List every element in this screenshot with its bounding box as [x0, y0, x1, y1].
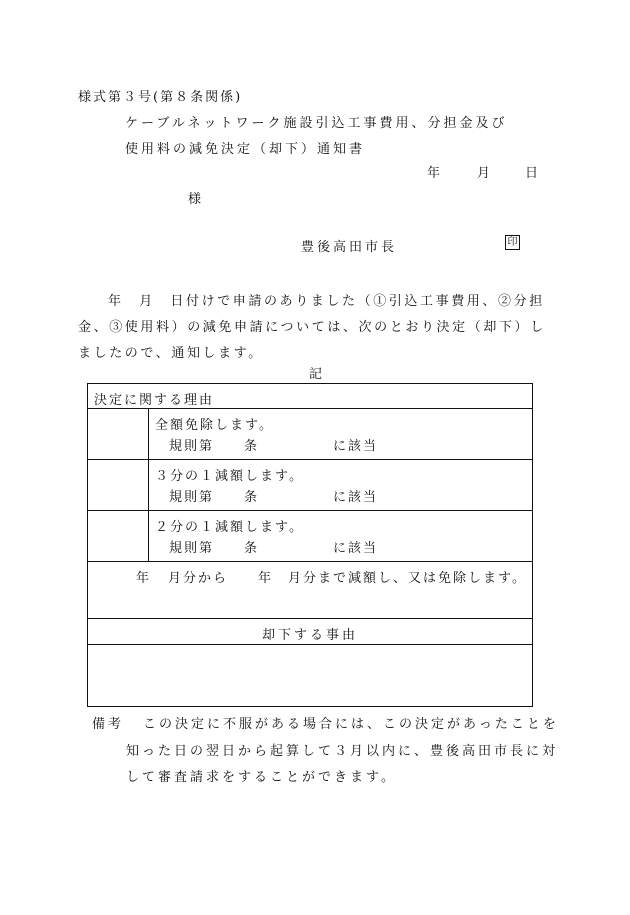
decision-table	[87, 383, 533, 707]
body-line-3: ましたので、通知します。	[78, 346, 264, 361]
addressee-suffix: 様	[188, 192, 202, 207]
period-line	[88, 567, 532, 587]
date-day: 日	[525, 166, 539, 181]
rejection-header-cell	[88, 619, 533, 645]
rule-prefix-3: 規則第	[169, 541, 215, 556]
body-line-1-text: 年 月 日付けで申請のありました（①引込工事費用、②分担	[108, 294, 545, 309]
period-month-2: 月分まで減額し、又は免除します。	[288, 571, 527, 586]
body-line-2: 金、③使用料）の減免申請については、次のとおり決定（却下）し	[78, 320, 546, 335]
option-check-cell-2[interactable]	[88, 460, 149, 511]
remarks-line-2: 知った日の翌日から起算して３月以内に、豊後高田市長に対	[126, 744, 559, 759]
option-label-3: ２分の１減額します。	[155, 520, 304, 535]
option-rule-3	[149, 535, 532, 555]
rule-suffix-3: に該当	[333, 541, 379, 556]
remarks-line-3: して審査請求をすることができます。	[126, 770, 397, 785]
option-label-1: 全額免除します。	[155, 418, 274, 433]
title-line-1: ケーブルネットワーク施設引込工事費用、分担金及び	[125, 116, 508, 131]
period-year-2: 年	[258, 571, 274, 586]
date-year: 年	[427, 166, 441, 181]
option-check-cell-1[interactable]	[88, 409, 149, 460]
rule-article-2: 条	[244, 490, 260, 505]
body-line-1	[78, 290, 545, 309]
option-row-2	[149, 460, 533, 511]
decision-reason-label: 決定に関する理由	[94, 393, 215, 408]
period-month-1: 月分から	[168, 571, 229, 586]
period-row	[88, 562, 533, 619]
rule-suffix-1: に該当	[333, 439, 379, 454]
rule-article-3: 条	[244, 541, 260, 556]
date-month: 月	[477, 166, 491, 181]
title-line-2: 使用料の減免決定（却下）通知書	[125, 142, 366, 157]
issuer-name: 豊後高田市長	[301, 240, 398, 255]
option-label-2: ３分の１減額します。	[155, 469, 304, 484]
seal-mark: 印	[505, 235, 520, 250]
ki-heading: 記	[309, 367, 323, 382]
rule-prefix-2: 規則第	[169, 490, 215, 505]
option-rule-1	[149, 433, 532, 453]
rejection-reason-field[interactable]	[88, 645, 533, 707]
rule-article-1: 条	[244, 439, 260, 454]
remarks-line-1: この決定に不服がある場合には、この決定があったことを	[143, 717, 559, 732]
decision-reason-header	[88, 384, 533, 409]
option-check-cell-3[interactable]	[88, 511, 149, 562]
option-row-1	[149, 409, 533, 460]
remarks-label: 備考	[92, 717, 125, 732]
form-number: 様式第３号(第８条関係)	[78, 90, 243, 105]
option-row-3	[149, 511, 533, 562]
option-rule-2	[149, 484, 532, 504]
rejection-header: 却下する事由	[261, 628, 358, 643]
rule-suffix-2: に該当	[333, 490, 379, 505]
period-year-1: 年	[136, 571, 152, 586]
rule-prefix-1: 規則第	[169, 439, 215, 454]
